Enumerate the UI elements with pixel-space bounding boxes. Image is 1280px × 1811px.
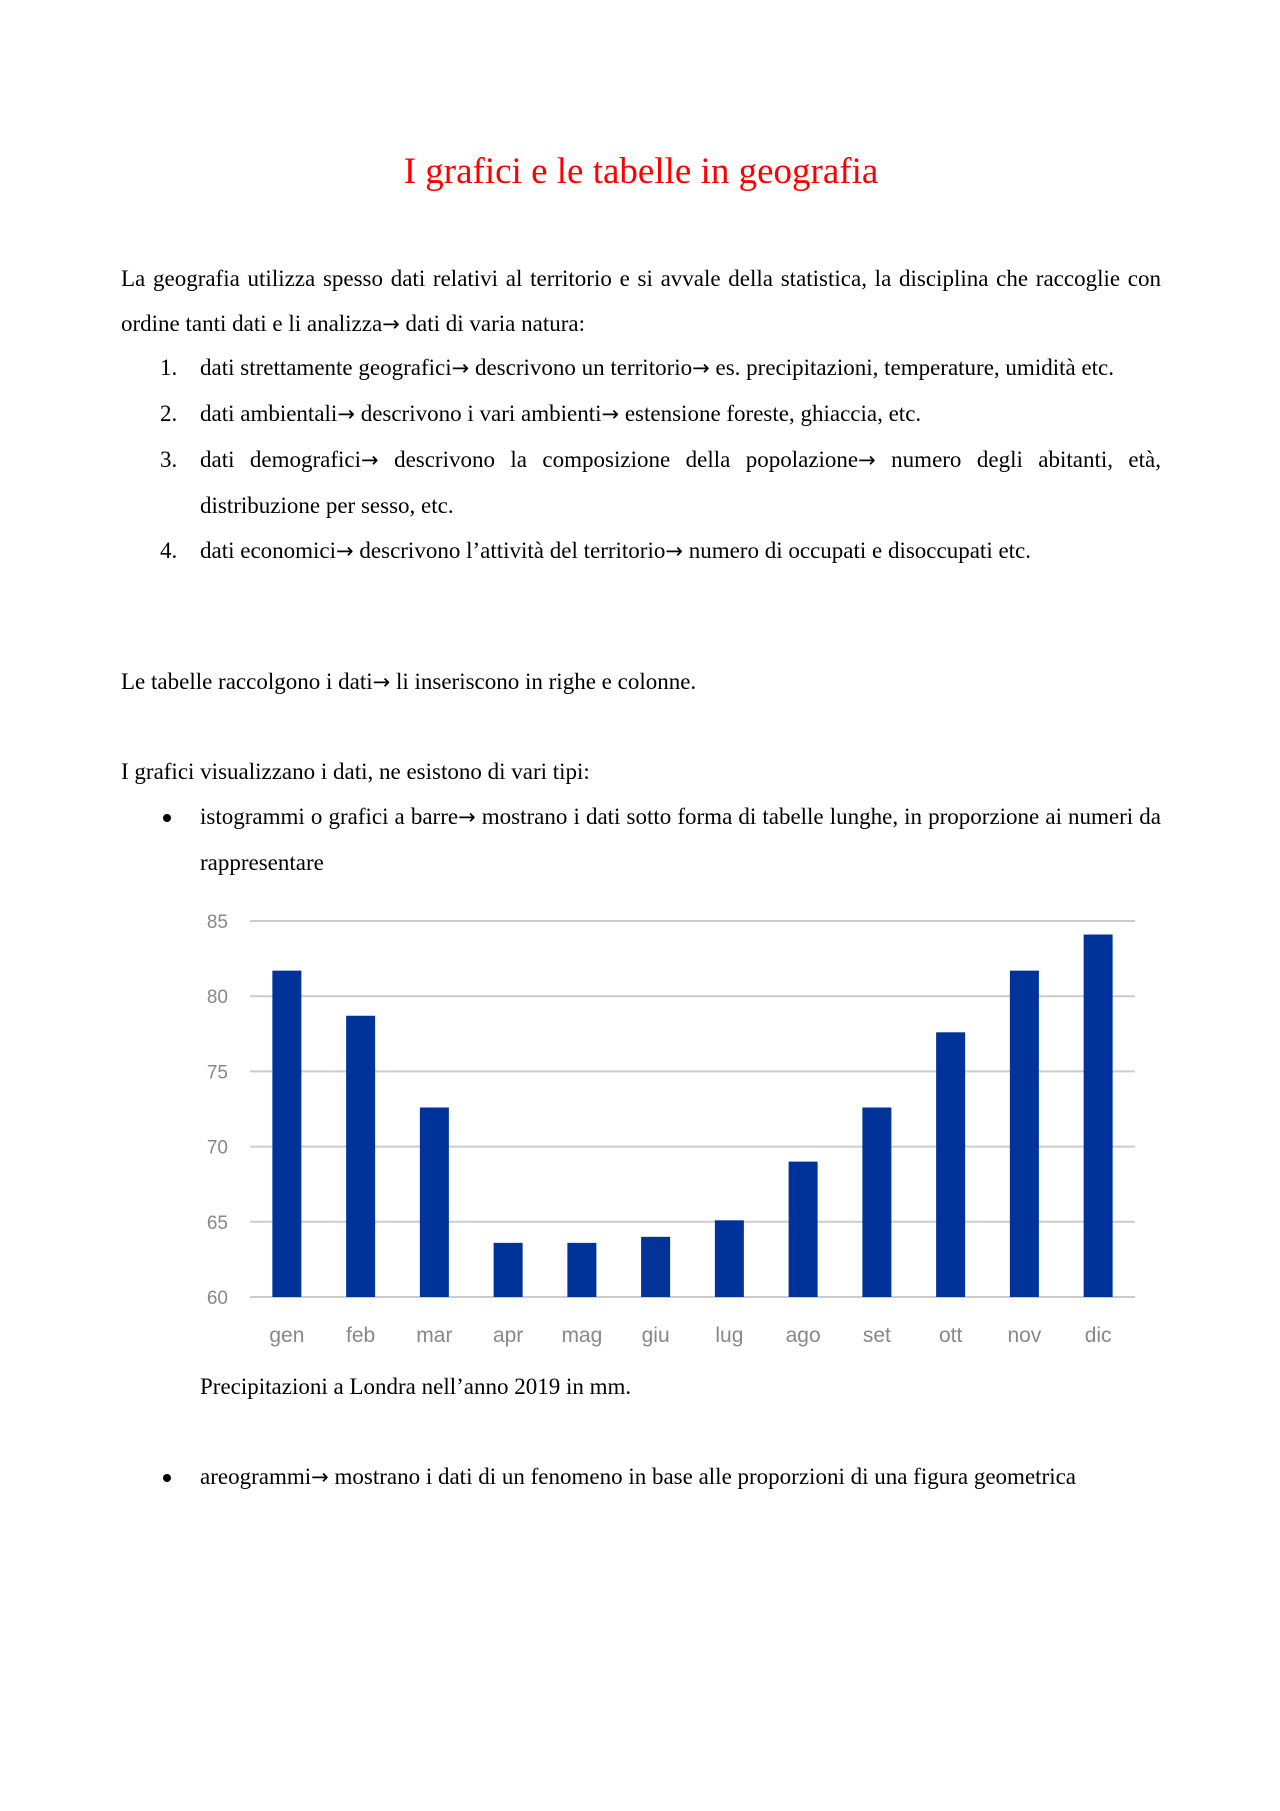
list-item-mid: descrivono la composizione della popolazione [378, 447, 859, 472]
list-item-head: dati economici [200, 538, 337, 563]
bar [494, 1243, 523, 1297]
arrow-icon: → [337, 402, 355, 426]
list-item-number: 2. [160, 401, 178, 426]
list-item-head: dati demografici [200, 447, 362, 472]
x-tick-label: set [862, 1324, 891, 1347]
list-item-mid: descrivono l’attività del territorio [353, 538, 666, 563]
precipitation-bar-chart [190, 895, 1150, 1355]
y-tick-label: 60 [206, 1288, 228, 1309]
tables-head: Le tabelle raccolgono i dati [121, 669, 373, 694]
bar [715, 1220, 744, 1297]
list-item-number: 3. [160, 447, 178, 472]
arrow-icon: → [382, 312, 400, 336]
x-tick-label: dic [1084, 1324, 1112, 1347]
arrow-icon: → [665, 539, 683, 563]
x-tick-label: lug [715, 1324, 744, 1347]
intro-paragraph [121, 256, 1161, 347]
y-tick-label: 70 [206, 1137, 228, 1159]
bar [789, 1162, 818, 1297]
list-item [121, 345, 1161, 391]
arrow-icon: → [692, 356, 710, 380]
bar [1084, 935, 1113, 1297]
arrow-icon: → [311, 1465, 329, 1489]
list-item [121, 391, 1161, 437]
x-tick-label: apr [492, 1324, 524, 1347]
list-item-number: 4. [160, 538, 178, 563]
bullet-list-areogram [121, 1454, 1161, 1500]
arrow-icon: → [858, 448, 876, 472]
list-item [121, 437, 1161, 528]
bullet-tail: mostrano i dati di un fenomeno in base alle proporzioni di una figura geometrica [328, 1464, 1077, 1489]
list-item-head: dati ambientali [200, 401, 338, 426]
y-tick-label: 85 [206, 912, 228, 933]
bar [346, 1016, 375, 1297]
bullet-icon [163, 1474, 171, 1482]
x-tick-label: ott [938, 1324, 963, 1347]
arrow-icon: → [361, 448, 379, 472]
list-item-number: 1. [160, 355, 178, 380]
list-item-tail: es. precipitazioni, temperature, umidità etc. [709, 355, 1115, 380]
arrow-icon: → [458, 805, 476, 829]
x-tick-label: giu [641, 1324, 670, 1347]
bullet-tail: mostrano i dati sotto forma di tabelle lunghe, in proporzione ai numeri da rappresentare [200, 804, 1161, 875]
arrow-icon: → [372, 670, 391, 694]
list-item-tail: numero di occupati e disoccupati etc. [682, 538, 1032, 563]
x-tick-label: feb [346, 1324, 376, 1347]
bar [641, 1237, 670, 1297]
bar [420, 1107, 449, 1297]
chart-caption: Precipitazioni a Londra nell’anno 2019 in mm. [200, 1374, 632, 1399]
list-item [121, 794, 1161, 885]
bar [272, 971, 301, 1297]
x-tick-label: gen [269, 1324, 305, 1347]
list-item [121, 528, 1161, 574]
arrow-icon: → [601, 402, 620, 426]
data-types-list [121, 345, 1161, 574]
list-item-mid: descrivono i vari ambienti [354, 401, 602, 426]
y-tick-label: 75 [206, 1062, 228, 1084]
graphs-intro: I grafici visualizzano i dati, ne esistono di vari tipi: [121, 759, 590, 784]
arrow-icon: → [336, 539, 354, 563]
arrow-icon: → [451, 356, 470, 380]
list-item-mid: descrivono un territorio [469, 355, 693, 380]
bar [567, 1243, 596, 1297]
intro-tail: dati di varia natura: [399, 311, 585, 336]
bar [1010, 971, 1039, 1297]
bullet-list-histogram [121, 794, 1161, 885]
list-item-tail: estensione foreste, ghiaccia, etc. [619, 401, 922, 426]
x-tick-label: nov [1007, 1324, 1042, 1347]
x-tick-label: mag [561, 1324, 603, 1347]
bar [936, 1032, 965, 1297]
bar [862, 1107, 891, 1297]
x-tick-label: ago [785, 1324, 821, 1347]
tables-tail: li inseriscono in righe e colonne. [390, 669, 697, 694]
bullet-icon [163, 814, 171, 822]
bullet-head: istogrammi o grafici a barre [200, 804, 459, 829]
list-item-head: dati strettamente geografici [200, 355, 452, 380]
list-item [121, 1454, 1161, 1500]
bullet-head: areogrammi [200, 1464, 312, 1489]
page-title: I grafici e le tabelle in geografia [403, 151, 879, 192]
tables-paragraph [121, 659, 1161, 705]
x-tick-label: mar [416, 1324, 453, 1347]
intro-text: La geografia utilizza spesso dati relativi al territorio e si avvale della statistica, la disciplina che raccoglie con ordine tanti dati e li analizza [121, 266, 1161, 336]
list-item-tail: numero degli abitanti, età, distribuzione per sesso, etc. [200, 447, 1161, 518]
y-tick-label: 80 [206, 987, 228, 1009]
y-tick-label: 65 [206, 1212, 228, 1234]
